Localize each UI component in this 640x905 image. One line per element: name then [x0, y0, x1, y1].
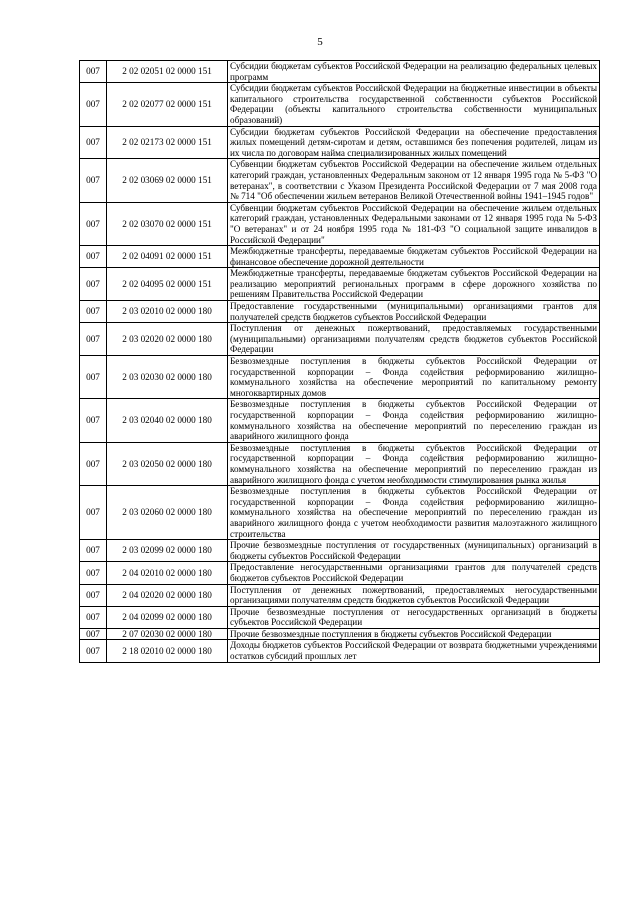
budget-code-cell: 2 02 03070 02 0000 151 [107, 202, 228, 245]
admin-code-cell: 007 [80, 486, 107, 540]
budget-code-cell: 2 03 02010 02 0000 180 [107, 301, 228, 323]
budget-code-cell: 2 04 02099 02 0000 180 [107, 606, 228, 628]
table-row [80, 323, 600, 356]
table-row [80, 301, 600, 323]
budget-code-cell: 2 02 03069 02 0000 151 [107, 159, 228, 202]
admin-code-cell: 007 [80, 268, 107, 301]
table-row [80, 606, 600, 628]
budget-code-cell: 2 03 02030 02 0000 180 [107, 356, 228, 399]
revenue-name-cell: Безвозмездные поступления в бюджеты субъектов Российской Федерации от государственной корпорации – Фонда содействия реформированию жилищно-коммунального хозяйства на обеспечение мероприятий по переселению граждан из аварийного жилищного фонда [228, 399, 600, 442]
admin-code-cell: 007 [80, 159, 107, 202]
budget-code-cell: 2 18 02010 02 0000 180 [107, 640, 228, 662]
revenue-name-cell: Субсидии бюджетам субъектов Российской Федерации на обеспечение предоставления жилых помещений детям-сиротам и детям, оставшимся без попечения родителей, лицам из их числа по договорам найма специализированных жилых помещений [228, 126, 600, 159]
revenue-name-cell: Безвозмездные поступления в бюджеты субъектов Российской Федерации от государственной корпорации – Фонда содействия реформированию жилищно-коммунального хозяйства на обеспечение мероприятий по переселению граждан из аварийного жилищного фонда с учетом необходимости развития малоэтажного жилищного строительства [228, 486, 600, 540]
revenue-name-cell: Субсидии бюджетам субъектов Российской Федерации на реализацию федеральных целевых программ [228, 61, 600, 83]
admin-code-cell: 007 [80, 584, 107, 606]
table-row [80, 628, 600, 640]
budget-code-cell: 2 03 02060 02 0000 180 [107, 486, 228, 540]
table-row [80, 159, 600, 202]
revenue-name-cell: Прочие безвозмездные поступления от государственных (муниципальных) организаций в бюджеты субъектов Российской Федерации [228, 540, 600, 562]
admin-code-cell: 007 [80, 301, 107, 323]
table-row [80, 442, 600, 485]
budget-code-cell: 2 03 02050 02 0000 180 [107, 442, 228, 485]
table-row [80, 202, 600, 245]
revenue-name-cell: Предоставление государственными (муниципальными) организациями грантов для получателей средств бюджетов субъектов Российской Федерации [228, 301, 600, 323]
revenue-name-cell: Межбюджетные трансферты, передаваемые бюджетам субъектов Российской Федерации на реализацию мероприятий региональных программ в сфере дорожного хозяйства по решениям Правительства Российской Федерации [228, 268, 600, 301]
admin-code-cell: 007 [80, 126, 107, 159]
page-number: 5 [317, 36, 323, 48]
admin-code-cell: 007 [80, 202, 107, 245]
table-row [80, 126, 600, 159]
admin-code-cell: 007 [80, 562, 107, 584]
budget-code-cell: 2 02 04095 02 0000 151 [107, 268, 228, 301]
budget-code-cell: 2 02 02051 02 0000 151 [107, 61, 228, 83]
budget-code-cell: 2 04 02020 02 0000 180 [107, 584, 228, 606]
admin-code-cell: 007 [80, 442, 107, 485]
budget-code-cell: 2 03 02099 02 0000 180 [107, 540, 228, 562]
table-row [80, 584, 600, 606]
admin-code-cell: 007 [80, 356, 107, 399]
revenue-name-cell: Субвенции бюджетам субъектов Российской Федерации на обеспечение жильем отдельных категорий граждан, установленных Федеральными законами от 12 января 1995 года № 5-ФЗ "О ветеранах" и от 24 ноября 1995 года № 181-ФЗ "О социальной защите инвалидов в Российской Федерации" [228, 202, 600, 245]
revenue-name-cell: Безвозмездные поступления в бюджеты субъектов Российской Федерации от государственной корпорации – Фонда содействия реформированию жилищно-коммунального хозяйства на обеспечение мероприятий по капитальному ремонту многоквартирных домов [228, 356, 600, 399]
admin-code-cell: 007 [80, 540, 107, 562]
admin-code-cell: 007 [80, 628, 107, 640]
table-row [80, 399, 600, 442]
admin-code-cell: 007 [80, 606, 107, 628]
table-row [80, 486, 600, 540]
table-row [80, 61, 600, 83]
budget-code-cell: 2 02 02077 02 0000 151 [107, 83, 228, 126]
table-row [80, 356, 600, 399]
revenue-name-cell: Субвенции бюджетам субъектов Российской Федерации на обеспечение жильем отдельных категорий граждан, установленных Федеральным законом от 12 января 1995 года № 5-ФЗ "О ветеранах", в соответствии с Указом Президента Российской Федерации от 7 мая 2008 года № 714 "Об обеспечении жильем ветеранов Великой Отечественной войны 1941–1945 годов" [228, 159, 600, 202]
revenue-name-cell: Предоставление негосударственными организациями грантов для получателей средств бюджетов субъектов Российской Федерации [228, 562, 600, 584]
revenue-name-cell: Прочие безвозмездные поступления от негосударственных организаций в бюджеты субъектов Российской Федерации [228, 606, 600, 628]
table-row [80, 268, 600, 301]
budget-codes-table [79, 60, 600, 663]
table-row [80, 562, 600, 584]
budget-code-cell: 2 02 02173 02 0000 151 [107, 126, 228, 159]
revenue-name-cell: Поступления от денежных пожертвований, предоставляемых негосударственными организациями получателям средств бюджетов субъектов Российской Федерации [228, 584, 600, 606]
revenue-name-cell: Безвозмездные поступления в бюджеты субъектов Российской Федерации от государственной корпорации – Фонда содействия реформированию жилищно-коммунального хозяйства на обеспечение мероприятий по переселению граждан из аварийного жилищного фонда с учетом необходимости стимулирования рынка жилья [228, 442, 600, 485]
table-row [80, 246, 600, 268]
admin-code-cell: 007 [80, 83, 107, 126]
budget-code-cell: 2 07 02030 02 0000 180 [107, 628, 228, 640]
revenue-name-cell: Поступления от денежных пожертвований, предоставляемых государственными (муниципальными) организациями получателям средств бюджетов субъектов Российской Федерации [228, 323, 600, 356]
budget-code-cell: 2 04 02010 02 0000 180 [107, 562, 228, 584]
table-row [80, 640, 600, 662]
table-row [80, 540, 600, 562]
revenue-name-cell: Субсидии бюджетам субъектов Российской Федерации на бюджетные инвестиции в объекты капитального строительства государственной собственности субъектов Российской Федерации (объекты капитального строительства собственности муниципальных образований) [228, 83, 600, 126]
revenue-name-cell: Доходы бюджетов субъектов Российской Федерации от возврата бюджетными учреждениями остатков субсидий прошлых лет [228, 640, 600, 662]
budget-code-cell: 2 03 02020 02 0000 180 [107, 323, 228, 356]
table-row [80, 83, 600, 126]
admin-code-cell: 007 [80, 640, 107, 662]
table-body [80, 61, 600, 663]
budget-code-cell: 2 02 04091 02 0000 151 [107, 246, 228, 268]
admin-code-cell: 007 [80, 246, 107, 268]
revenue-name-cell: Межбюджетные трансферты, передаваемые бюджетам субъектов Российской Федерации на финансовое обеспечение дорожной деятельности [228, 246, 600, 268]
admin-code-cell: 007 [80, 399, 107, 442]
budget-code-cell: 2 03 02040 02 0000 180 [107, 399, 228, 442]
revenue-name-cell: Прочие безвозмездные поступления в бюджеты субъектов Российской Федерации [228, 628, 600, 640]
admin-code-cell: 007 [80, 323, 107, 356]
admin-code-cell: 007 [80, 61, 107, 83]
